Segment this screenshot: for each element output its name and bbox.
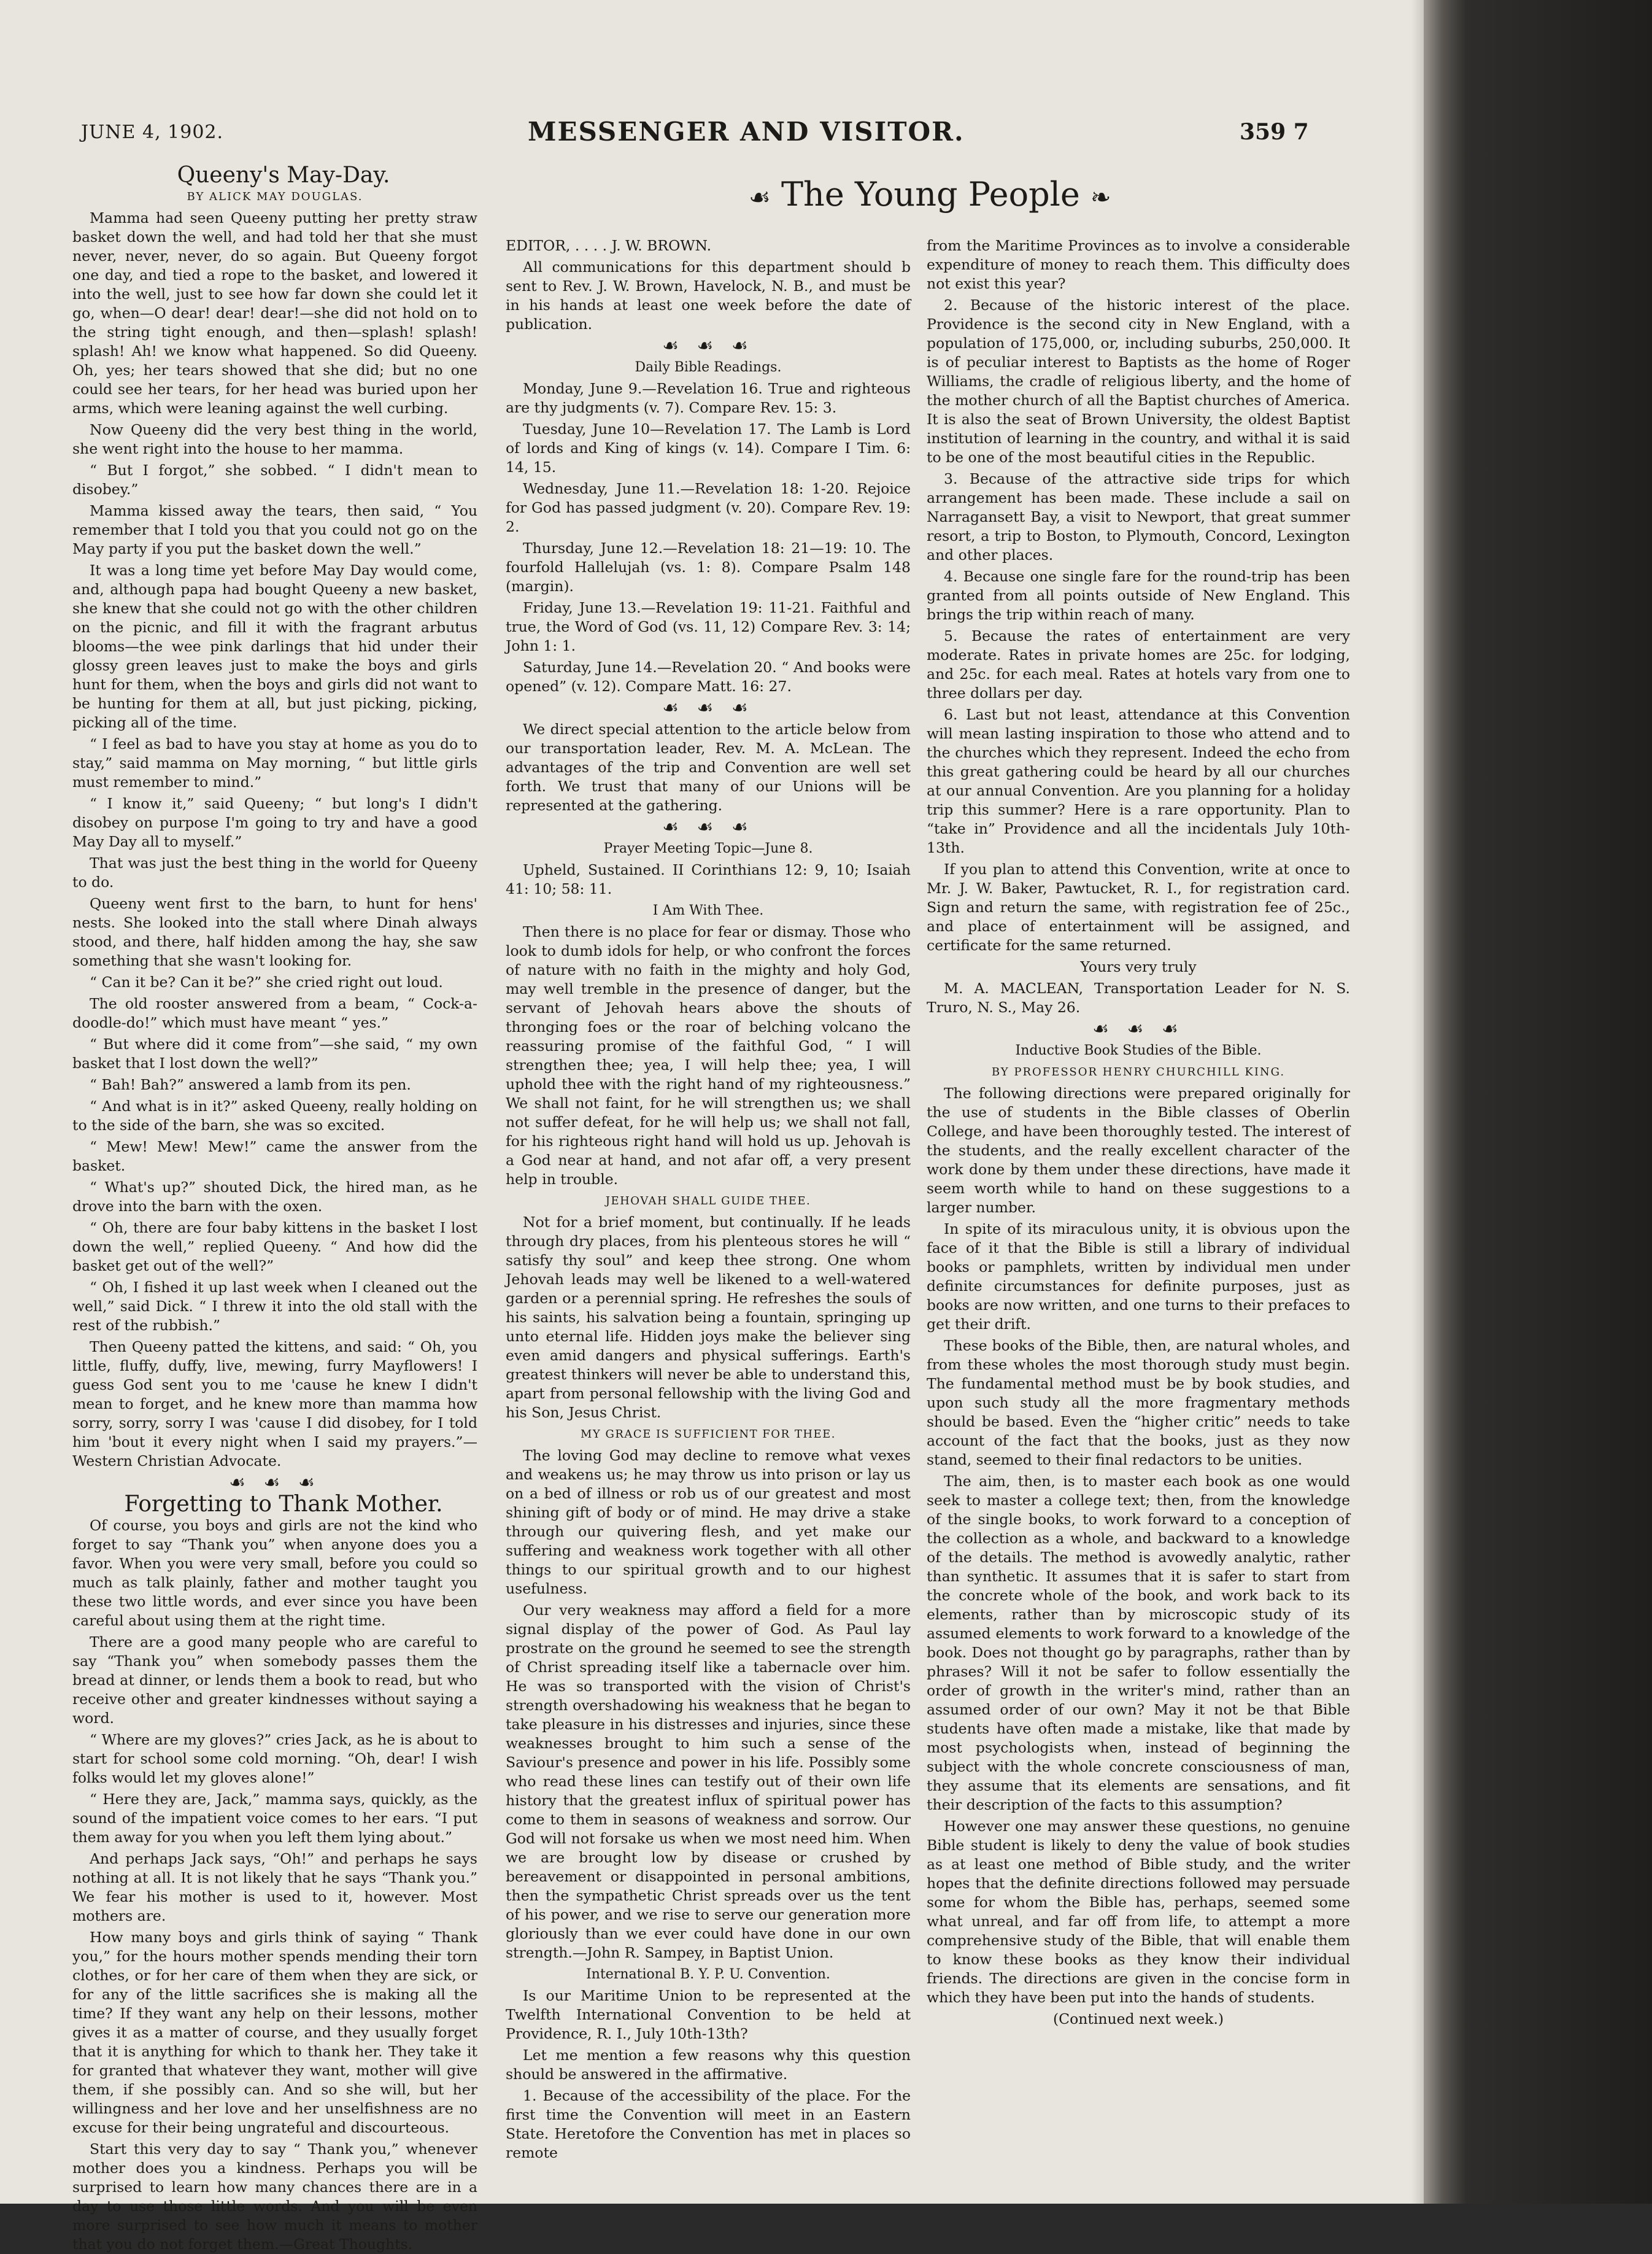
letter-closing: Yours very truly bbox=[1080, 958, 1197, 975]
paragraph: Upheld, Sustained. II Corinthians 12: 9, 10; Isaiah 41: 10; 58: 11. bbox=[506, 861, 911, 897]
paragraph: Is our Maritime Union to be represented at the Twelfth International Convention to be held at Providence, R. I., July 10th-13th? bbox=[506, 1987, 911, 2042]
section-subtitle: I Am With Thee. bbox=[652, 903, 764, 918]
paragraph: Mamma kissed away the tears, then said, “ You remember that I told you that you could not go on the May party if you put the basket down the well.” bbox=[72, 502, 477, 557]
page-number: 359 7 bbox=[1240, 119, 1309, 145]
section-subtitle: MY GRACE IS SUFFICIENT FOR THEE. bbox=[580, 1428, 836, 1441]
masthead-title: MESSENGER AND VISITOR. bbox=[528, 117, 965, 147]
paragraph: 6. Last but not least, attendance at this Convention will mean lasting inspiration to those who attend and to the churches which they represent. Indeed the echo from this great gathering could be heard by all our churches at our annual Convention. Are you planning for a holiday trip this summer? Here is a rare opportunity. Plan to “take in” Providence and all the incidentals July 10th-13th. bbox=[927, 706, 1350, 856]
paragraph: How many boys and girls think of saying “ Thank you,” for the hours mother spends mending their torn clothes, or for her care of them when they are sick, or for any of the little sacrifices she is making all the time? If they want any help on their lessons, mother gives it as a matter of course, and they usually forget that it is anything for which to thank her. They take it for granted that whatever they want, mother will give them, if she possibly can. And so she will, but her willingness and her love and her unselfishness are no excuse for their being ungrateful and discourteous. bbox=[72, 1929, 477, 2136]
paragraph: Then Queeny patted the kittens, and said: “ Oh, you little, fluffy, duffy, live, mewing, furry Mayflowers! I guess God sent you to me 'cause he knew I didn't mean to forget, and he knew more than mamma how sorry, sorry, sorry I was 'cause I did disobey, for I told him 'bout it every night when I said my prayers.”—Western Christian Advocate. bbox=[72, 1338, 477, 1470]
paragraph: “ But where did it come from”—she said, “ my own basket that I lost down the well?” bbox=[72, 1036, 477, 1072]
paragraph: “ Here they are, Jack,” mamma says, quickly, as the sound of the impatient voice comes to her ears. “I put them away for you when you left them lying about.” bbox=[72, 1791, 477, 1846]
paragraph: These books of the Bible, then, are natural wholes, and from these wholes the most thorough study must begin. The fundamental method must be by book studies, and upon such study all the more fragmentary methods should be based. Even the “higher critic” needs to take account of the fact that the books, just as they now stand, seemed to their final redactors to be unities. bbox=[927, 1337, 1350, 1468]
article-byline: BY ALICK MAY DOUGLAS. bbox=[187, 190, 363, 203]
paragraph: If you plan to attend this Convention, write at once to Mr. J. W. Baker, Pawtucket, R. I., for registration card. Sign and return the same, with registration fee of 25c., and place of entertainment will be assigned, and certificate for the same returned. bbox=[927, 861, 1350, 954]
paragraph: “ Bah! Bah?” answered a lamb from its pen. bbox=[90, 1076, 411, 1093]
paragraph: “ Oh, I fished it up last week when I cleaned out the well,” said Dick. “ I threw it into the old stall with the rest of the rubbish.” bbox=[72, 1279, 477, 1334]
paragraph: All communications for this department should b sent to Rev. J. W. Brown, Havelock, N. B., and must be in his hands at least one week before the date of publication. bbox=[506, 258, 911, 333]
paragraph: In spite of its miraculous unity, it is obvious upon the face of it that the Bible is still a library of individual books or pamphlets, written by individual men under definite circumstances for definite purposes, just as books are now written, and one turns to their prefaces to get their drift. bbox=[927, 1220, 1350, 1333]
paragraph: 4. Because one single fare for the round-trip has been granted from all points outside of New England. This brings the trip within reach of many. bbox=[927, 568, 1350, 623]
paragraph: Our very weakness may afford a field for a more signal display of the power of God. As Paul lay prostrate on the ground he seemed to see the strength of Christ spreading itself like a tabernacle over him. He was so transported with the vision of Christ's strength overshadowing his weakness that he began to take pleasure in his distresses and injuries, since these weaknesses brought to him such a sense of the Saviour's presence and power in his life. Possibly some who read these lines can testify out of their own life history that the greatest influx of spiritual power has come to them in seasons of weakness and sorrow. Our God will not forsake us when we most need him. When we are brought low by disease or crushed by bereavement or disappointed in personal ambitions, then the sympathetic Christ spreads over us the tent of his power, and we rise to serve our generation more gloriously than we ever could have done in our own strength.—John R. Sampey, in Baptist Union. bbox=[506, 1601, 911, 1961]
paragraph: Mamma had seen Queeny putting her pretty straw basket down the well, and had told her that she must never, never, never, do so again. But Queeny forgot one day, and tied a rope to the basket, and lowered it into the well, just to see how far down she could let it go, when—O dear! dear! dear!—she did not hold on to the string tight enough, and then—splash! splash! splash! Ah! we know what happened. So did Queeny. Oh, yes; her tears showed that she did; but no one could see her tears, for her head was buried upon her arms, which were leaning against the well curbing. bbox=[72, 209, 477, 417]
article-forgetting-to-thank-mother bbox=[72, 1492, 477, 2254]
paragraph: “ And what is in it?” asked Queeny, really holding on to the side of the barn, she was so excited. bbox=[72, 1098, 477, 1134]
header-date: JUNE 4, 1902. bbox=[81, 122, 224, 143]
letter-signature: M. A. MACLEAN, Transportation Leader for N. S. Truro, N. S., May 26. bbox=[927, 980, 1350, 1016]
ornament-divider-icon: ☙ ☙ ☙ bbox=[662, 335, 754, 357]
section-subtitle: Daily Bible Readings. bbox=[635, 360, 782, 375]
column-1 bbox=[72, 163, 477, 2253]
paragraph: Not for a brief moment, but continually. If he leads through dry places, from his plenteous stores he will “ satisfy thy soul” and keep thee strong. One whom Jehovah leads may well be likened to a well-watered garden or a perennial spring. He refreshes the souls of his saints, his salvation being a fountain, springing up unto eternal life. Hidden joys make the believer sing even amid dangers and physical sufferings. Earth's greatest thinkers will never be able to understand this, apart from personal fellowship with the living God and his Son, Jesus Christ. bbox=[506, 1214, 911, 1421]
reading-item: Wednesday, June 11.—Revelation 18: 1-20. Rejoice for God has passed judgment (v. 20). Compare Rev. 19: 2. bbox=[506, 480, 911, 535]
paragraph: Of course, you boys and girls are not the kind who forget to say “Thank you” when anyone does you a favor. When you were very small, before you could so much as talk plainly, father and mother taught you these two little words, and ever since you have been careful about using them at the right time. bbox=[72, 1517, 477, 1629]
reading-item: Monday, June 9.—Revelation 16. True and righteous are thy judgments (v. 7). Compare Rev. 15: 3. bbox=[506, 380, 911, 416]
paragraph: The loving God may decline to remove what vexes and weakens us; he may throw us into prison or lay us on a bed of illness or rob us of our greatest and most shining gift of body or of mind. He may drive a stake through our quivering flesh, and yet make our suffering and weakness work together with all other things to our spiritual growth and to our highest usefulness. bbox=[506, 1447, 911, 1597]
ornament-divider-icon: ☙ ☙ ☙ bbox=[229, 1472, 321, 1493]
section-subtitle: Prayer Meeting Topic—June 8. bbox=[603, 841, 813, 856]
paragraph: Let me mention a few reasons why this question should be answered in the affirmative. bbox=[506, 2047, 911, 2083]
section-subtitle: International B. Y. P. U. Convention. bbox=[586, 1967, 830, 1982]
paragraph: “ Oh, there are four baby kittens in the basket I lost down the well,” replied Queeny. “ And how did the basket get out of the well?” bbox=[72, 1219, 477, 1274]
paragraph: Queeny went first to the barn, to hunt for hens' nests. She looked into the stall where Dinah always stood, and there, half hidden among the hay, she saw something that she wasn't looking for. bbox=[72, 895, 477, 969]
book-spine bbox=[1424, 0, 1652, 2204]
paragraph: Now Queeny did the very best thing in the world, she went right into the house to her mamma. bbox=[72, 421, 477, 457]
column-2 bbox=[506, 236, 911, 2161]
flower-ornament-icon: ❧ bbox=[1090, 184, 1111, 212]
reading-item: Saturday, June 14.—Revelation 20. “ And books were opened” (v. 12). Compare Matt. 16: 27. bbox=[506, 659, 911, 695]
paragraph: from the Maritime Provinces as to involve a considerable expenditure of money to reach them. This difficulty does not exist this year? bbox=[927, 237, 1350, 292]
paragraph: The aim, then, is to master each book as one would seek to master a college text; then, from the knowledge of the single books, to work forward to a conception of the collection as a whole, and backward to a knowledge of the details. The method is avowedly analytic, rather than synthetic. It assumes that it is safer to start from the concrete whole of the book, and work back to its elements, rather than by microscopic study of its assumed elements to work forward to a knowledge of the book. Does not thought go by paragraphs, rather than by phrases? Will it not be safer to follow essentially the order of growth in the writer's mind, rather than an assumed order of our own? May it not be that Bible students have often made a mistake, like that made by most psychologists when, instead of beginning the subject with the whole concrete consciousness of man, they assume that its elements are sensations, and fit their description of the facts to this assumption? bbox=[927, 1473, 1350, 1813]
article-title: Queeny's May-Day. bbox=[177, 163, 390, 188]
section-title: The Young People bbox=[781, 175, 1080, 214]
reading-item: Tuesday, June 10—Revelation 17. The Lamb is Lord of lords and King of kings (v. 14). Compare I Tim. 6: 14, 15. bbox=[506, 420, 911, 476]
ornament-divider-icon: ☙ ☙ ☙ bbox=[662, 697, 754, 719]
paragraph: 1. Because of the accessibility of the place. For the first time the Convention will meet in an Eastern State. Heretofore the Convention has met in places so remote bbox=[506, 2087, 911, 2161]
flower-ornament-icon: ☙ bbox=[749, 184, 771, 212]
paragraph: The old rooster answered from a beam, “ Cock-a-doodle-do!” which must have meant “ yes.” bbox=[72, 995, 477, 1031]
paragraph: It was a long time yet before May Day would come, and, although papa had bought Queeny a new basket, she knew that she could not go with the other children on the picnic, and fill it with the fragrant arbutus blooms—the wee pink darlings that hid under their glossy green leaves just to make the boys and girls hunt for them, when the boys and girls did not want to be hunting for them at all, but just picking, picking, picking all of the time. bbox=[72, 562, 477, 731]
paragraph: “ What's up?” shouted Dick, the hired man, as he drove into the barn with the oxen. bbox=[72, 1179, 477, 1215]
editor-line: EDITOR, . . . . J. W. BROWN. bbox=[506, 237, 712, 254]
continued-note: (Continued next week.) bbox=[1052, 2010, 1224, 2027]
paragraph: “ But I forgot,” she sobbed. “ I didn't mean to disobey.” bbox=[72, 462, 477, 498]
paragraph: We direct special attention to the article below from our transportation leader, Rev. M. A. McLean. The advantages of the trip and Convention are well set forth. We trust that many of our Unions will be represented at the gathering. bbox=[506, 721, 911, 814]
paragraph: Start this very day to say “ Thank you,” whenever mother does you a kindness. Perhaps you will be surprised to learn how many chances there are in a day to use those little words. And you will be even more surprised to see how much it means to mother that you do not forget them.—Great Thoughts. bbox=[72, 2140, 477, 2253]
paragraph: However one may answer these questions, no genuine Bible student is likely to deny the value of book studies as at least one method of Bible study, and the writer hopes that the definite directions followed may persuade some for whom the Bible has, perhaps, seemed some what unreal, and far off from life, to attempt a more comprehensive study of the Bible, that will enable them to know these books as they know their individual friends. The directions are given in the concise form in which they have been put into the hands of students. bbox=[927, 1818, 1350, 2006]
section-subtitle: JEHOVAH SHALL GUIDE THEE. bbox=[605, 1195, 811, 1207]
ornament-divider-icon: ☙ ☙ ☙ bbox=[1092, 1018, 1184, 1040]
paragraph: “ I feel as bad to have you stay at home as you do to stay,” said mamma on May morning, “ but little girls must remember to mind.” bbox=[72, 735, 477, 791]
paragraph: Then there is no place for fear or dismay. Those who look to dumb idols for help, or who confront the forces of nature with no faith in the mighty and holy God, may well tremble in the presence of danger, but the servant of Jehovah hears above the shouts of thronging foes or the roar of belching volcano the reassuring promise of the faithful God, “ I will strengthen thee; yea, I will help thee; yea, I will uphold thee with the right hand of my righteousness.” We shall not faint, for he will strengthen us; we shall not suffer defeat, for he will help us; we shall not fall, for his righteous right hand will hold us up. Jehovah is a God near at hand, and not afar off, a very present help in trouble. bbox=[506, 923, 911, 1188]
paragraph: The following directions were prepared originally for the use of students in the Bible classes of Oberlin College, and have been thoroughly tested. The interest of the students, and the really excellent character of the work done by them under these directions, have made it seem worth while to hand on these suggestions to a larger number. bbox=[927, 1085, 1350, 1216]
article-title: Forgetting to Thank Mother. bbox=[124, 1492, 443, 1517]
section-subtitle: Inductive Book Studies of the Bible. bbox=[1015, 1043, 1262, 1058]
paragraph: There are a good many people who are careful to say “Thank you” when somebody passes them the bread at dinner, or lends them a book to read, but who receive other and greater kindnesses without saying a word. bbox=[72, 1633, 477, 1727]
article-byline: BY PROFESSOR HENRY CHURCHILL KING. bbox=[991, 1066, 1286, 1079]
paragraph: “ Where are my gloves?” cries Jack, as he is about to start for school some cold morning. “Oh, dear! I wish folks would let my gloves alone!” bbox=[72, 1731, 477, 1786]
reading-item: Thursday, June 12.—Revelation 18: 21—19: 10. The fourfold Hallelujah (vs. 1: 8). Compare Psalm 148 (margin). bbox=[506, 540, 911, 595]
paragraph: 3. Because of the attractive side trips for which arrangement has been made. These include a sail on Narragansett Bay, a visit to Newport, that great summer resort, a trip to Boston, to Plymouth, Concord, Lexington and other places. bbox=[927, 470, 1350, 564]
paragraph: “ Can it be? Can it be?” she cried right out loud. bbox=[90, 974, 443, 991]
paragraph: “ I know it,” said Queeny; “ but long's I didn't disobey on purpose I'm going to try and have a good May Day all to myself.” bbox=[72, 795, 477, 850]
paragraph: 5. Because the rates of entertainment are very moderate. Rates in private homes are 25c. for lodging, and 25c. for each meal. Rates at hotels vary from one to three dollars per day. bbox=[927, 627, 1350, 702]
paragraph: 2. Because of the historic interest of the place. Providence is the second city in New England, with a population of 175,000, or, including suburbs, 250,000. It is of peculiar interest to Baptists as the home of Roger Williams, the cradle of religious liberty, and the home of the mother church of all the Baptist churches of America. It is also the seat of Brown University, the oldest Baptist institution of learning in the country, and withal it is said to be one of the most beautiful cities in the Republic. bbox=[927, 296, 1350, 466]
reading-item: Friday, June 13.—Revelation 19: 11-21. Faithful and true, the Word of God (vs. 11, 12) Compare Rev. 3: 14; John 1: 1. bbox=[506, 599, 911, 654]
paragraph: “ Mew! Mew! Mew!” came the answer from the basket. bbox=[72, 1138, 477, 1174]
article-queenys-may-day bbox=[72, 163, 477, 1471]
column-3 bbox=[927, 236, 1350, 2148]
page-header bbox=[0, 117, 1424, 153]
ornament-divider-icon: ☙ ☙ ☙ bbox=[662, 816, 754, 838]
paragraph: That was just the best thing in the world for Queeny to do. bbox=[72, 854, 477, 891]
young-people-title bbox=[749, 175, 1111, 214]
paragraph: And perhaps Jack says, “Oh!” and perhaps he says nothing at all. It is not likely that he says “Thank you.” We fear his mother is used to it, however. Most mothers are. bbox=[72, 1850, 477, 1924]
